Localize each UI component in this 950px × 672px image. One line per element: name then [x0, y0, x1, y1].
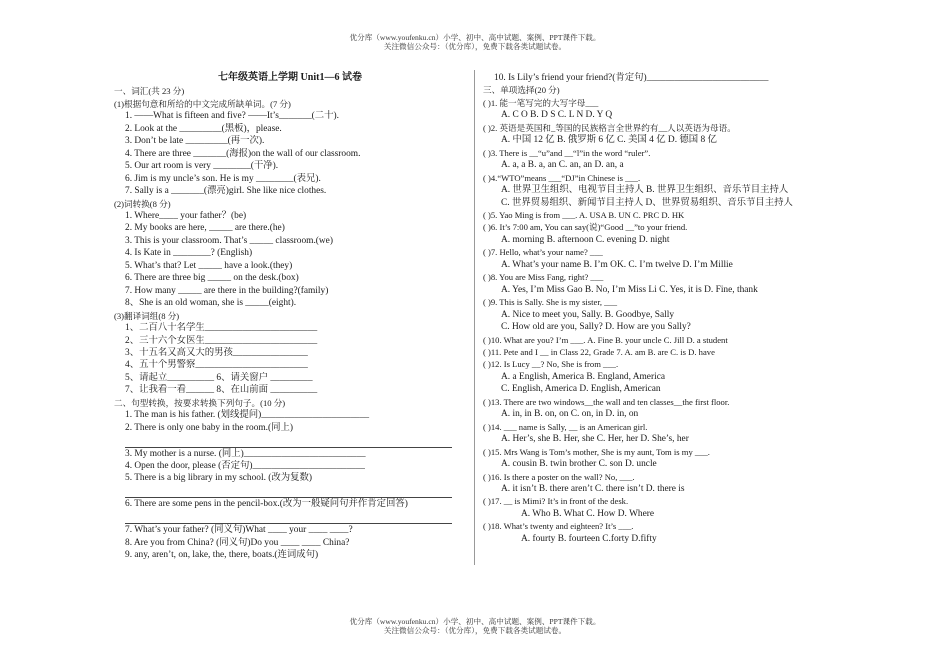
- exam-line: 2. Look at the _________(黑板)，please.: [125, 123, 282, 134]
- exam-line: 一、词汇(共 23 分): [114, 86, 185, 97]
- exam-title: 七年级英语上学期 Unit1—6 试卷: [218, 72, 362, 83]
- exam-line: 3. This is your classroom. That’s _____ classroom.(we): [125, 235, 333, 246]
- exam-line: ( )4.“WTO”means ___“DJ”in Chinese is ___.: [483, 172, 641, 183]
- exam-line: 1. Where____ your father？(be): [125, 210, 247, 221]
- exam-line: 1. The man is his father. (划线提问)_______________________: [125, 410, 370, 421]
- right-column: [483, 72, 843, 545]
- exam-line: 5. There is a big library in my school. (改为复数): [125, 473, 313, 484]
- footer-line-1: 优分库（www.youfenku.cn）小学、初中、高中试题、案例、PPT课件下载。: [349, 617, 601, 626]
- header-line-2: 关注微信公众号：（优分库），免费下载各类试题试卷。: [383, 42, 567, 51]
- exam-line: A. 中国 12 亿 B. 俄罗斯 6 亿 C. 美国 4 亿 D. 德国 8 亿: [501, 135, 717, 146]
- exam-line: A. in, in B. on, on C. on, in D. in, on: [501, 409, 639, 420]
- exam-line: ( )18. What’s twenty and eighteen? It’s ___.: [483, 521, 634, 532]
- exam-line: A. a, a B. a, an C. an, an D. an, a: [501, 160, 624, 171]
- exam-line: ( )1. 能一笔写完的大写字母___: [483, 97, 599, 108]
- exam-line: 三、单项选择(20 分): [483, 85, 560, 96]
- exam-line: 7、让我看一看______ 8、在山前面 __________: [125, 385, 318, 396]
- exam-line: ( )17. __ is Mimi? It’s in front of the desk.: [483, 496, 629, 507]
- right-lines: [483, 72, 843, 545]
- exam-line: 6. There are some pens in the pencil-box.(改为一般疑问句并作肯定回答): [125, 499, 408, 510]
- left-column: [114, 72, 466, 562]
- exam-line: A. C O B. D S C. L N D. Y Q: [501, 110, 613, 121]
- page-footer: [0, 617, 950, 635]
- exam-line: ( )6. It’s 7:00 am, You can say(说)“Good __”to your friend.: [483, 222, 688, 233]
- exam-line: 10. Is Lily’s friend your friend?(肯定句)__________________________: [494, 73, 769, 83]
- exam-line: A. Her’s, she B. Her, she C. Her, her D. She’s, her: [501, 434, 689, 445]
- exam-line: (3)翻译词组(8 分): [114, 310, 180, 321]
- column-divider: [474, 70, 475, 565]
- exam-line: 8. Are you from China? (同义句)Do you ____ ____ China?: [125, 537, 350, 548]
- exam-line: (1)根据句意和所给的中文完成所缺单词。(7 分): [114, 98, 291, 109]
- left-lines: [114, 85, 466, 561]
- exam-line: 4. Open the door, please (否定句)________________________: [125, 461, 365, 472]
- exam-line: 3. Don’t be late _________(再一次).: [125, 136, 265, 147]
- exam-line: 5. What’s that? Let _____ have a look.(they): [125, 260, 293, 271]
- exam-line: ( )10. What are you? I’m ___. A. Fine B. your uncle C. Jill D. a student: [483, 334, 728, 345]
- header-line-1: 优分库（www.youfenku.cn）小学、初中、高中试题、案例、PPT课件下载。: [349, 33, 601, 42]
- exam-line: A. Nice to meet you, Sally. B. Goodbye, Sally: [501, 309, 675, 320]
- exam-line: C. 世界贸易组织、新闻节目主持人 D、世界贸易组织、音乐节目主持人: [501, 197, 793, 208]
- exam-line: A. cousin B. twin brother C. son D. uncle: [501, 459, 657, 470]
- exam-line: 7. Sally is a _______(漂亮)girl. She like nice clothes.: [125, 186, 327, 197]
- exam-line: 二、句型转换，按要求转换下列句子。(10 分): [114, 397, 286, 408]
- exam-line: A. it isn’t B. there aren’t C. there isn’t D. there is: [501, 483, 685, 494]
- exam-line: ( )13. There are two windows__the wall and ten classes__the first floor.: [483, 396, 730, 407]
- exam-line: A. a English, America B. England, America: [501, 371, 666, 382]
- exam-line: 1. ——What is fifteen and five? ——It’s_______(二十).: [125, 111, 340, 122]
- exam-line: 4. Is Kate in ________? (English): [125, 248, 253, 259]
- footer-line-2: 关注微信公众号：（优分库），免费下载各类试题试卷。: [383, 626, 567, 635]
- exam-line: 2. There is only one baby in the room.(同上): [125, 422, 294, 433]
- exam-line: A. 世界卫生组织、电视节目主持人 B. 世界卫生组织、音乐节目主持人: [501, 185, 789, 196]
- exam-line: ( )5. Yao Ming is from ___. A. USA B. UN C. PRC D. HK: [483, 209, 685, 220]
- exam-line: (2)词转换(8 分): [114, 198, 171, 209]
- exam-line: ( )16. Is there a poster on the wall? No, ___.: [483, 471, 635, 482]
- exam-line: 8、She is an old woman, she is _____(eight).: [125, 298, 297, 309]
- exam-line: ( )12. Is Lucy __? No, She is from ___.: [483, 359, 619, 370]
- exam-line: ( )15. Mrs Wang is Tom’s mother, She is my aunt, Tom is my ___.: [483, 446, 710, 457]
- answer-blank-line: [125, 485, 452, 498]
- exam-line: 2. My books are here, _____ are there.(he): [125, 223, 285, 234]
- exam-line: ( )2. 英语是英国和_等国的民族格言全世界约有__人以英语为母语。: [483, 122, 736, 133]
- exam-line: 7. How many _____ are there in the building?(family): [125, 285, 329, 296]
- exam-line: A. fourty B. fourteen C.forty D.fifty: [521, 533, 657, 544]
- exam-line: ( )3. There is __“u”and __“l”in the word “ruler”.: [483, 147, 651, 158]
- exam-line: 3、十五名又高又大的男孩________________: [125, 347, 308, 358]
- exam-line: 9. any, aren’t, on, lake, the, there, boats.(连词成句): [125, 550, 319, 561]
- exam-line: 5. Our art room is very ________(干净).: [125, 161, 279, 172]
- exam-line: ( )8. You are Miss Fang, right? ___: [483, 272, 604, 283]
- exam-line: 5、请起立__________ 6、请关窗户 _________: [125, 372, 313, 383]
- answer-blank-line: [125, 511, 452, 524]
- exam-line: ( )14. ___ name is Sally, __ is an American girl.: [483, 421, 648, 432]
- exam-line: A. morning B. afternoon C. evening D. night: [501, 234, 670, 245]
- exam-line: 6. Jim is my uncle’s son. He is my ________(表兄).: [125, 173, 321, 184]
- exam-line: ( )9. This is Sally. She is my sister, ___: [483, 297, 618, 308]
- exam-line: ( )7. Hello, what’s your name? ___: [483, 247, 603, 258]
- exam-line: ( )11. Pete and I __ in Class 22, Grade 7. A. am B. are C. is D. have: [483, 346, 715, 357]
- exam-line: 2、三十六个女医生________________________: [125, 335, 318, 346]
- exam-line: 1、二百八十名学生________________________: [125, 323, 318, 334]
- exam-line: 4. There are three _______(海报)on the wall of our classroom.: [125, 148, 361, 159]
- exam-line: C. How old are you, Sally? D. How are you Sally?: [501, 322, 691, 333]
- exam-line: 4、五十个男警察________________________: [125, 360, 308, 371]
- exam-line: 3. My mother is a nurse. (同上)__________________________: [125, 448, 366, 459]
- exam-line: 6. There are three big _____ on the desk.(box): [125, 273, 299, 284]
- answer-blank-line: [125, 434, 452, 447]
- exam-line: 7. What’s your father? (同义句)What ____ your ____ ____?: [125, 525, 353, 536]
- exam-line: A. What’s your name B. I’m OK. C. I’m twelve D. I’m Millie: [501, 259, 733, 270]
- exam-line: A. Who B. What C. How D. Where: [521, 508, 655, 519]
- exam-line: A. Yes, I’m Miss Gao B. No, I’m Miss Li C. Yes, it is D. Fine, thank: [501, 284, 758, 295]
- page-header: [0, 33, 950, 51]
- exam-line: C. English, America D. English, American: [501, 384, 661, 395]
